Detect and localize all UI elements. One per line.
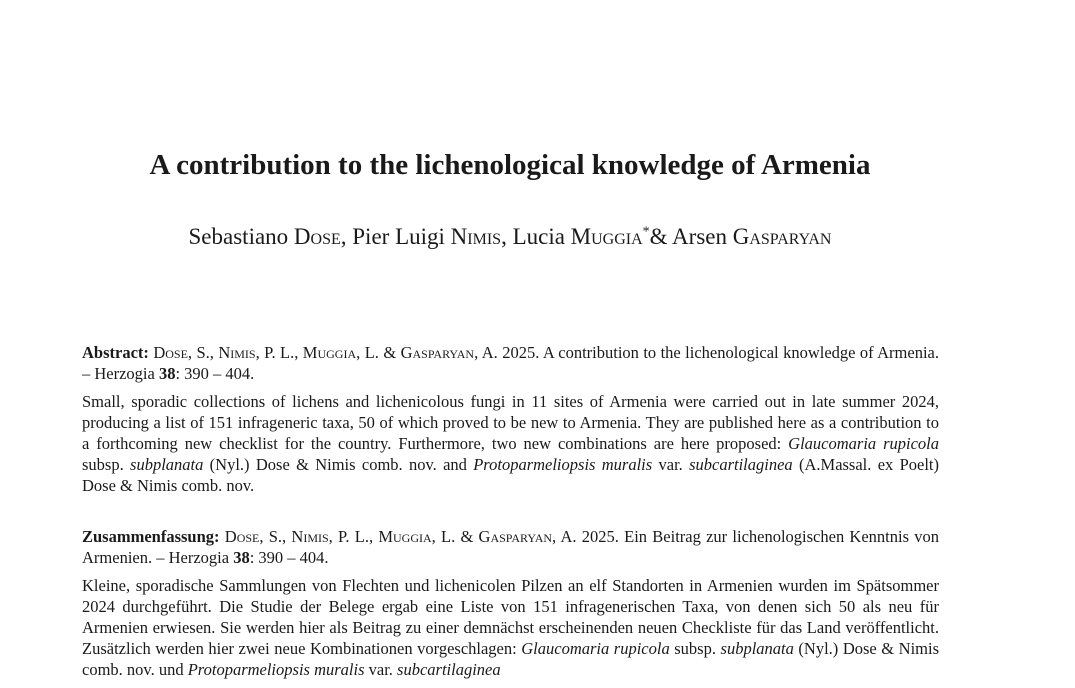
- zusammenfassung-section: [82, 526, 939, 680]
- cite-title: Ein Beitrag zur lichenologischen Kenntnis von Armenien. – Herzogia: [82, 527, 939, 567]
- cite-author-initials: , L. &: [356, 343, 401, 362]
- cite-author: Gasparyan: [400, 343, 475, 362]
- author-2: [352, 224, 501, 249]
- rank-text: subsp.: [82, 455, 131, 474]
- cite-author-initials: , P. L.,: [255, 343, 303, 362]
- author-given: Lucia: [512, 224, 565, 249]
- author-given: Arsen: [672, 224, 727, 249]
- authority-text: (Nyl.) Dose & Nimis comb. nov. and: [203, 455, 474, 474]
- rank-text: var.: [652, 455, 690, 474]
- infraspecific-name: subplanata: [130, 455, 204, 474]
- cite-author-initials: , S.,: [259, 527, 292, 546]
- cite-author-initials: , L. &: [431, 527, 479, 546]
- abstract-label: Abstract:: [82, 343, 149, 362]
- zusammenfassung-citation: [82, 526, 939, 568]
- abstract-section: [82, 342, 939, 496]
- cite-author-initials: , S.,: [187, 343, 219, 362]
- author-4: [672, 224, 831, 249]
- zusammenfassung-label: Zusammenfassung:: [82, 527, 220, 546]
- cite-author: Muggia: [302, 343, 357, 362]
- cite-author-initials: , A. 2025.: [474, 343, 540, 362]
- author-list: [0, 222, 1020, 252]
- cite-author: Muggia: [378, 527, 432, 546]
- zusammenfassung-text: Kleine, sporadische Sammlungen von Flechten und lichenicolen Pilzen an elf Standorten in Armenien wurden im Spätsommer 2024 durchgeführt. Die Studie der Belege ergab eine Liste von 151 infragenerischen Taxa, von denen sich 50 als neu für Armenien erwiesen. Sie werden hier als Beitrag zu einer demnächst erscheinenden neuen Checkliste für das Land veröffentlicht. Zusätzlich werden hier zwei neue Kombinationen vorgeschlagen:: [82, 576, 939, 658]
- cite-author-initials: , P. L.,: [328, 527, 379, 546]
- cite-pages: : 390 – 404.: [249, 548, 329, 567]
- cite-author: Dose: [224, 527, 260, 546]
- cite-title: A contribution to the lichenological knowledge of Armenia. – Herzogia: [82, 343, 939, 383]
- zusammenfassung-body: [82, 575, 939, 680]
- rank-text: var.: [364, 660, 398, 679]
- infraspecific-name: subplanata: [720, 639, 794, 658]
- cite-volume: 38: [233, 548, 250, 567]
- rank-text: subsp.: [669, 639, 721, 658]
- author-family: Dose: [293, 224, 341, 249]
- author-1: [189, 224, 341, 249]
- abstract-body: [82, 391, 939, 496]
- author-3: [513, 224, 650, 249]
- corresponding-author-mark: *: [642, 224, 650, 240]
- abstract-text: Small, sporadic collections of lichens and lichenicolous fungi in 11 sites of Armenia were carried out in late summer 2024, producing a list of 151 infrageneric taxa, 50 of which proved to be new to Armenia. They are published here as a contribution to a forthcoming new checklist for the country. Furthermore, two new combinations are here proposed:: [82, 392, 939, 453]
- author-separator: ,: [501, 224, 513, 249]
- author-family: Nimis: [450, 224, 502, 249]
- author-given: Sebastiano: [188, 224, 289, 249]
- cite-author: Nimis: [218, 343, 256, 362]
- author-family: Gasparyan: [732, 224, 832, 249]
- infraspecific-name: subcartilaginea: [689, 455, 793, 474]
- species-name: Glaucomaria rupicola: [788, 434, 939, 453]
- cite-author: Gasparyan: [478, 527, 553, 546]
- cite-author: Dose: [153, 343, 188, 362]
- author-family: Muggia: [570, 224, 643, 249]
- cite-author-initials: , A. 2025.: [552, 527, 619, 546]
- authority-text: (Nyl.) Dose & Nimis comb. nov. und: [82, 639, 939, 679]
- paper-title: A contribution to the lichenological knowledge of Armenia: [149, 149, 871, 181]
- species-name: Protoparmeliopsis muralis: [473, 455, 653, 474]
- cite-author: Nimis: [291, 527, 329, 546]
- cite-volume: 38: [158, 364, 176, 383]
- abstract-citation: [82, 342, 939, 384]
- author-separator: &: [649, 224, 673, 249]
- cite-pages: : 390 – 404.: [175, 364, 255, 383]
- species-name: Protoparmeliopsis muralis: [187, 660, 365, 679]
- author-separator: ,: [340, 224, 353, 249]
- authority-text: (A.Massal. ex Poelt) Dose & Nimis comb. nov.: [82, 455, 939, 495]
- species-name: Glaucomaria rupicola: [521, 639, 670, 658]
- infraspecific-name: subcartilaginea: [397, 660, 501, 679]
- author-given: Pier Luigi: [352, 224, 445, 249]
